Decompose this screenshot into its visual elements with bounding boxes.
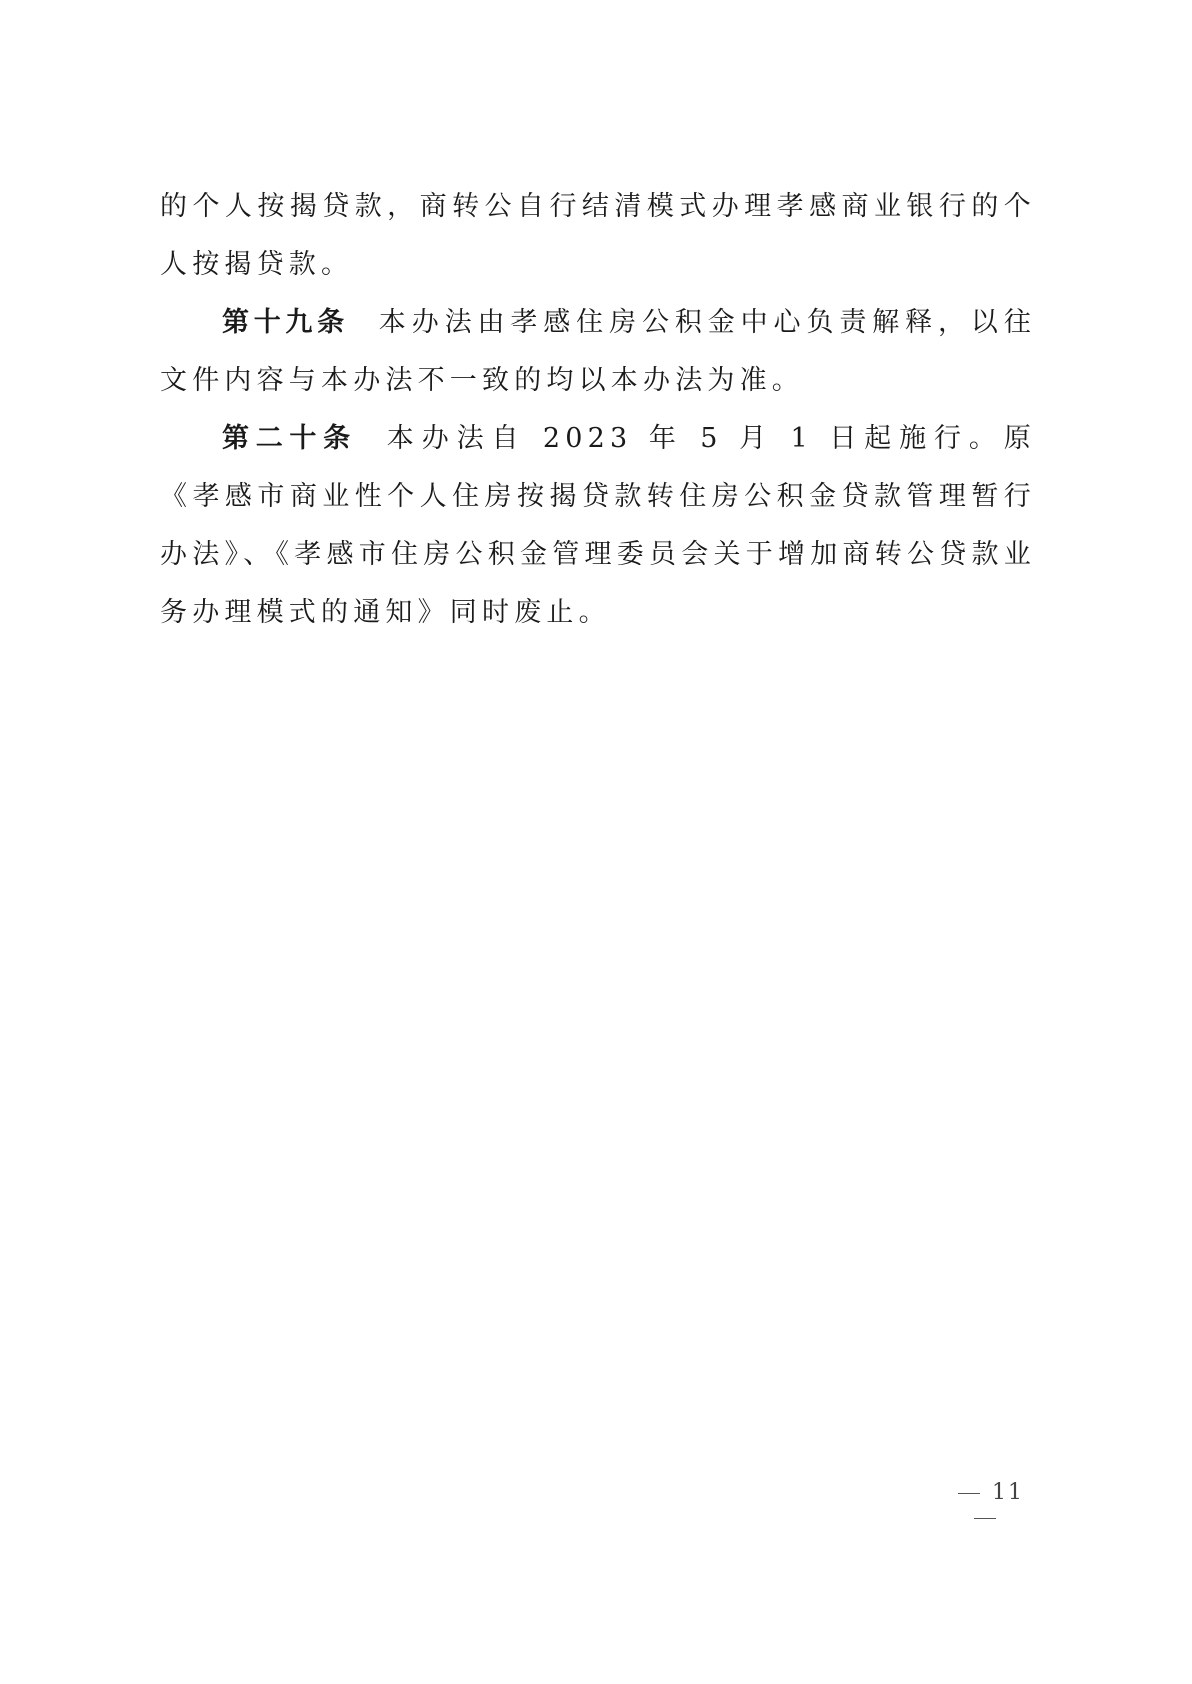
page-number: 11	[992, 1480, 1024, 1505]
footer-dash-left	[958, 1493, 980, 1494]
page-footer	[930, 1480, 1040, 1530]
document-body	[160, 178, 1036, 642]
article-20	[160, 410, 1036, 642]
article-text: 本办法由孝感住房公积金中心负责解释，以往文件内容与本办法不一致的均以本办法为准。	[160, 307, 1037, 396]
footer-dash-right	[974, 1518, 996, 1519]
article-number: 第十九条	[222, 307, 349, 338]
paragraph-continuation	[160, 178, 1036, 294]
article-text: 本办法自 2023 年 5 月 1 日起施行。原《孝感市商业性个人住房按揭贷款转住房公积金贷款管理暂行办法》、《孝感市住房公积金管理委员会关于增加商转公贷款业务办理模式的通知》同时废止。	[160, 423, 1036, 628]
article-number: 第二十条	[222, 423, 357, 454]
paragraph-text: 的个人按揭贷款，商转公自行结清模式办理孝感商业银行的个人按揭贷款。	[160, 191, 1036, 280]
article-19	[160, 294, 1036, 410]
